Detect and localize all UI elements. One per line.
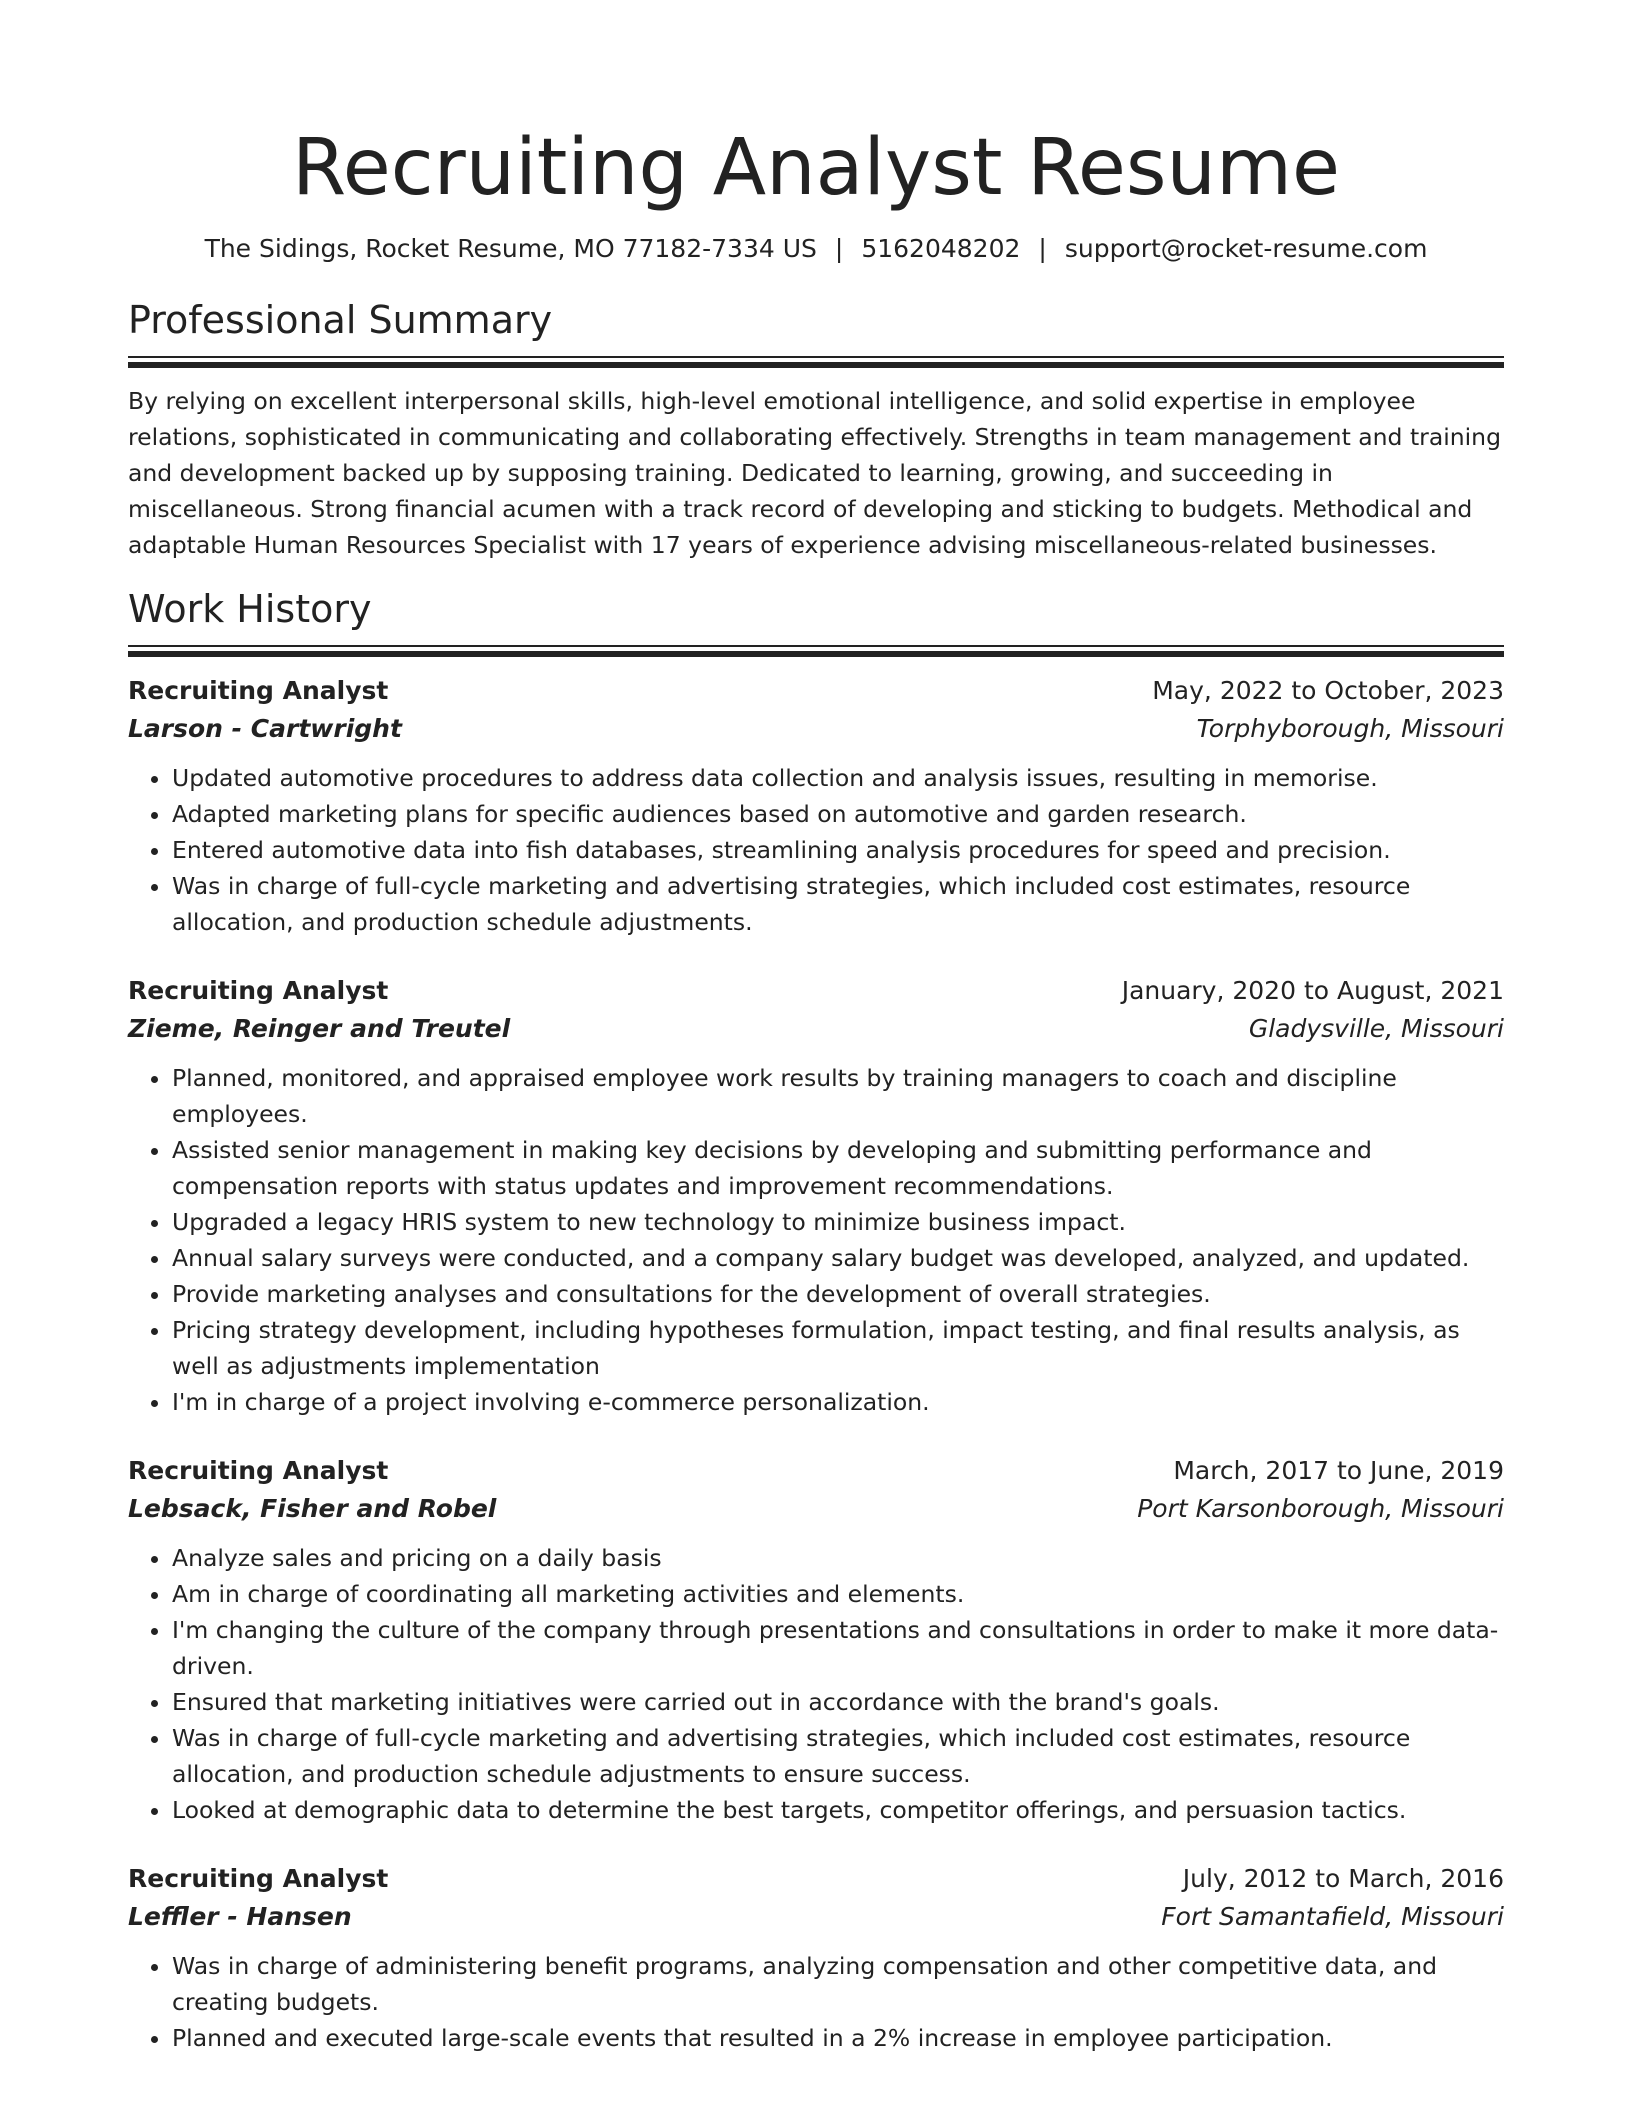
job-bullet: • Updated automotive procedures to address data collection and analysis issues, resulting in memorise. bbox=[172, 760, 1504, 796]
job-title: Recruiting Analyst bbox=[128, 676, 389, 705]
job-header-row bbox=[128, 972, 1504, 1010]
job-header-row bbox=[128, 1452, 1504, 1490]
job-bullet: • I'm in charge of a project involving e-commerce personalization. bbox=[172, 1384, 1504, 1420]
work-history-section bbox=[128, 585, 1504, 2056]
job-dates: March, 2017 to June, 2019 bbox=[1173, 1456, 1504, 1485]
job-company: Zieme, Reinger and Treutel bbox=[128, 1014, 511, 1043]
job-company: Lebsack, Fisher and Robel bbox=[128, 1494, 497, 1523]
job-bullet: • Analyze sales and pricing on a daily basis bbox=[172, 1540, 1504, 1576]
job-bullet: • Pricing strategy development, including hypotheses formulation, impact testing, and final results analysis, as well as adjustments implementation bbox=[172, 1312, 1504, 1384]
job-header-row bbox=[128, 672, 1504, 710]
job-location: Gladysville, Missouri bbox=[1248, 1014, 1504, 1043]
job-company: Leffler - Hansen bbox=[128, 1902, 352, 1931]
contact-separator: | bbox=[834, 234, 844, 263]
job-header-row bbox=[128, 1860, 1504, 1898]
job-entry bbox=[128, 1452, 1504, 1828]
job-title: Recruiting Analyst bbox=[128, 1864, 389, 1893]
job-bullet: • Annual salary surveys were conducted, and a company salary budget was developed, analyzed, and updated. bbox=[172, 1240, 1504, 1276]
section-divider bbox=[128, 645, 1504, 656]
job-bullet: • Adapted marketing plans for specific audiences based on automotive and garden research. bbox=[172, 796, 1504, 832]
job-bullet: • Was in charge of full-cycle marketing and advertising strategies, which included cost estimates, resource allocation, and production schedule adjustments to ensure success. bbox=[172, 1720, 1504, 1792]
job-bullet: • Planned and executed large-scale events that resulted in a 2% increase in employee participation. bbox=[172, 2020, 1504, 2056]
job-location: Fort Samantafield, Missouri bbox=[1161, 1902, 1504, 1931]
job-dates: January, 2020 to August, 2021 bbox=[1121, 976, 1504, 1005]
contact-separator: | bbox=[1038, 234, 1047, 263]
resume-title: Recruiting Analyst Resume bbox=[292, 123, 1340, 213]
job-bullet: • Ensured that marketing initiatives were carried out in accordance with the brand's goals. bbox=[172, 1684, 1504, 1720]
job-title: Recruiting Analyst bbox=[128, 1456, 389, 1485]
contact-line bbox=[128, 232, 1504, 266]
job-bullet: • Looked at demographic data to determine the best targets, competitor offerings, and persuasion tactics. bbox=[172, 1792, 1504, 1828]
contact-email: support@rocket-resume.com bbox=[1064, 234, 1428, 263]
job-location: Torphyborough, Missouri bbox=[1196, 714, 1504, 743]
job-entry bbox=[128, 972, 1504, 1420]
job-bullets bbox=[128, 1060, 1504, 1420]
summary-heading: Professional Summary bbox=[128, 298, 553, 342]
resume-page bbox=[128, 0, 1504, 2056]
job-entry bbox=[128, 672, 1504, 940]
job-bullets bbox=[128, 760, 1504, 940]
job-bullet: • Was in charge of full-cycle marketing and advertising strategies, which included cost estimates, resource allocation, and production schedule adjustments. bbox=[172, 868, 1504, 940]
section-divider bbox=[128, 356, 1504, 367]
summary-section bbox=[128, 296, 1504, 563]
work-history-heading: Work History bbox=[128, 587, 372, 631]
job-bullets bbox=[128, 1540, 1504, 1828]
job-bullet: • Was in charge of administering benefit programs, analyzing compensation and other competitive data, and creating budgets. bbox=[172, 1948, 1504, 2020]
job-entry bbox=[128, 1860, 1504, 2056]
job-bullet: • I'm changing the culture of the company through presentations and consultations in order to make it more data-driven. bbox=[172, 1612, 1504, 1684]
job-bullet: • Provide marketing analyses and consultations for the development of overall strategies. bbox=[172, 1276, 1504, 1312]
contact-address: The Sidings, Rocket Resume, MO 77182-7334 US bbox=[204, 234, 817, 263]
job-bullet: • Assisted senior management in making key decisions by developing and submitting performance and compensation reports with status updates and improvement recommendations. bbox=[172, 1132, 1504, 1204]
job-bullet: • Upgraded a legacy HRIS system to new technology to minimize business impact. bbox=[172, 1204, 1504, 1240]
job-dates: July, 2012 to March, 2016 bbox=[1182, 1864, 1504, 1893]
job-subheader-row bbox=[128, 1010, 1504, 1048]
summary-text: By relying on excellent interpersonal skills, high-level emotional intelligence, and solid expertise in employee relations, sophisticated in communicating and collaborating effectively. Strengths in team management and training and development backed up by supposing training. Dedicated to learning, growing, and succeeding in miscellaneous. Strong financial acumen with a track record of developing and sticking to budgets. Methodical and adaptable Human Resources Specialist with 17 years of experience advising miscellaneous-related businesses. bbox=[128, 387, 1501, 559]
job-company: Larson - Cartwright bbox=[128, 714, 402, 743]
job-bullet: • Planned, monitored, and appraised employee work results by training managers to coach and discipline employees. bbox=[172, 1060, 1504, 1132]
job-subheader-row bbox=[128, 1490, 1504, 1528]
job-bullets bbox=[128, 1948, 1504, 2056]
job-location: Port Karsonborough, Missouri bbox=[1137, 1494, 1504, 1523]
job-subheader-row bbox=[128, 1898, 1504, 1936]
job-dates: May, 2022 to October, 2023 bbox=[1152, 676, 1504, 705]
contact-phone: 5162048202 bbox=[861, 234, 1021, 263]
job-title: Recruiting Analyst bbox=[128, 976, 389, 1005]
job-subheader-row bbox=[128, 710, 1504, 748]
job-bullet: • Entered automotive data into fish databases, streamlining analysis procedures for speed and precision. bbox=[172, 832, 1504, 868]
job-bullet: • Am in charge of coordinating all marketing activities and elements. bbox=[172, 1576, 1504, 1612]
